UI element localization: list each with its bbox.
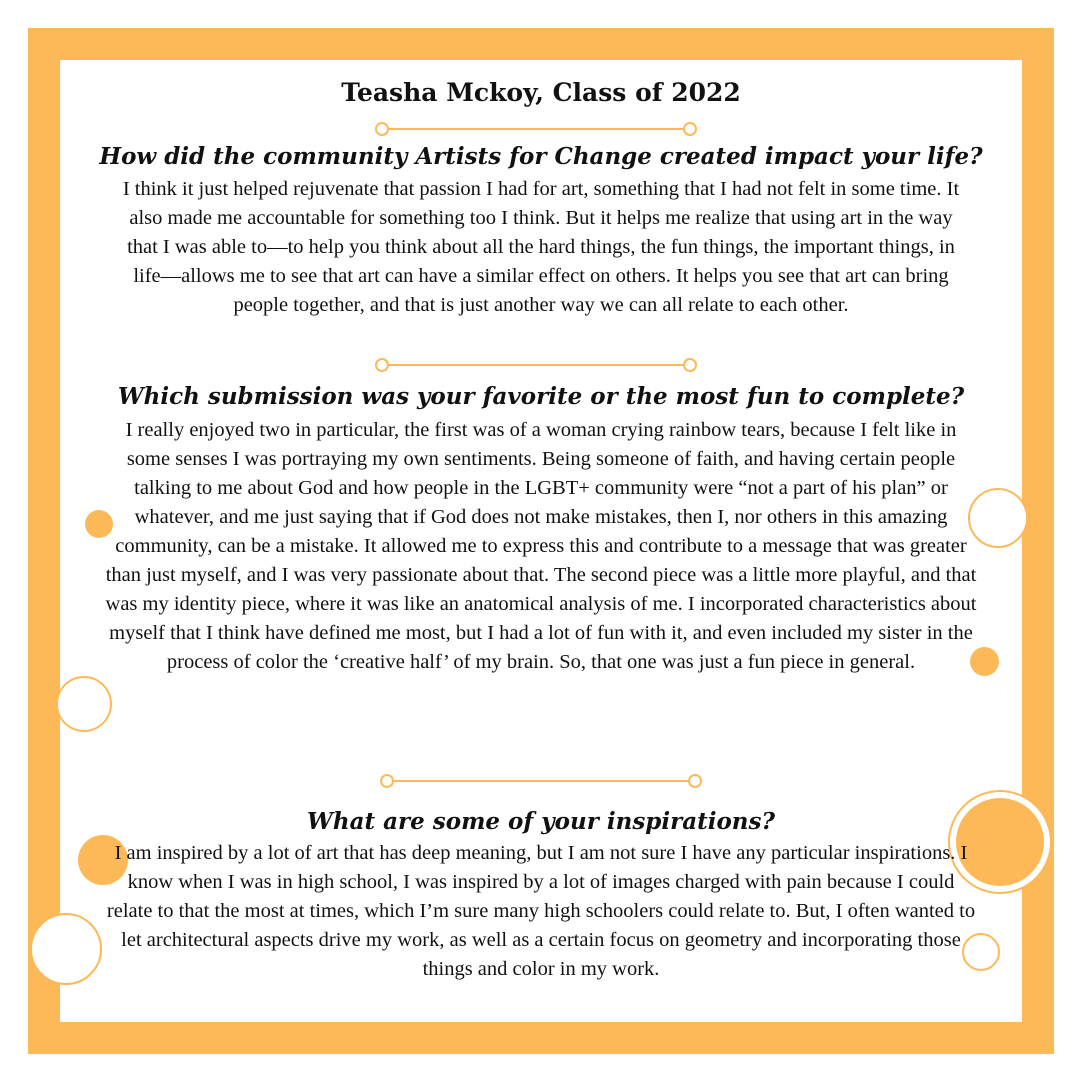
divider-line [382, 128, 690, 130]
divider-dot-icon [683, 122, 697, 136]
question-1: How did the community Artists for Change created impact your life? [99, 143, 983, 170]
divider-dot-icon [375, 122, 389, 136]
answer-2: I really enjoyed two in particular, the first was of a woman crying rainbow tears, because I felt like in some senses I was portraying my own sentiments. Being someone of faith, and having certain people talking to me about God and how people in the LGBT+ community were “not a part of his plan” or whatever, and me just saying that if God does not make mistakes, then I, nor others in this amazing community, can be a mistake. It allowed me to express this and contribute to a message that was greater than just myself, and I was very passionate about that. The second piece was a little more playful, and that was my identity piece, where it was like an anatomical analysis of me. I incorporated characteristics about myself that I think have defined me most, but I had a lot of fun with it, and even included my sister in the process of color the ‘creative half’ of my brain. So, that one was just a fun piece in general. [105, 419, 977, 673]
divider-2 [375, 358, 697, 372]
divider-dot-icon [683, 358, 697, 372]
interview-content [60, 60, 1022, 1022]
answer-3: I am inspired by a lot of art that has deep meaning, but I am not sure I have any particular inspirations. I know when I was in high school, I was inspired by a lot of images charged with pain because I could relate to that the most at times, which I’m sure many high schoolers could relate to. But, I often wanted to let architectural aspects drive my work, as well as a certain focus on geometry and incorporating those things and color in my work. [106, 842, 976, 980]
answer-1: I think it just helped rejuvenate that passion I had for art, something that I had not felt in some time. It also made me accountable for something too I think. But it helps me realize that using art in the way that I was able to—to help you think about all the hard things, the fun things, the important things, in life—allows me to see that art can have a similar effect on others. It helps you see that art can bring people together, and that is just another way we can all relate to each other. [122, 178, 960, 316]
question-3: What are some of your inspirations? [307, 808, 775, 835]
divider-line [387, 780, 695, 782]
divider-line [382, 364, 690, 366]
divider-dot-icon [688, 774, 702, 788]
divider-dot-icon [375, 358, 389, 372]
divider-3 [380, 774, 702, 788]
question-2: Which submission was your favorite or the most fun to complete? [117, 383, 965, 410]
page-title: Teasha Mckoy, Class of 2022 [341, 78, 741, 107]
divider-dot-icon [380, 774, 394, 788]
divider-1 [375, 122, 697, 136]
